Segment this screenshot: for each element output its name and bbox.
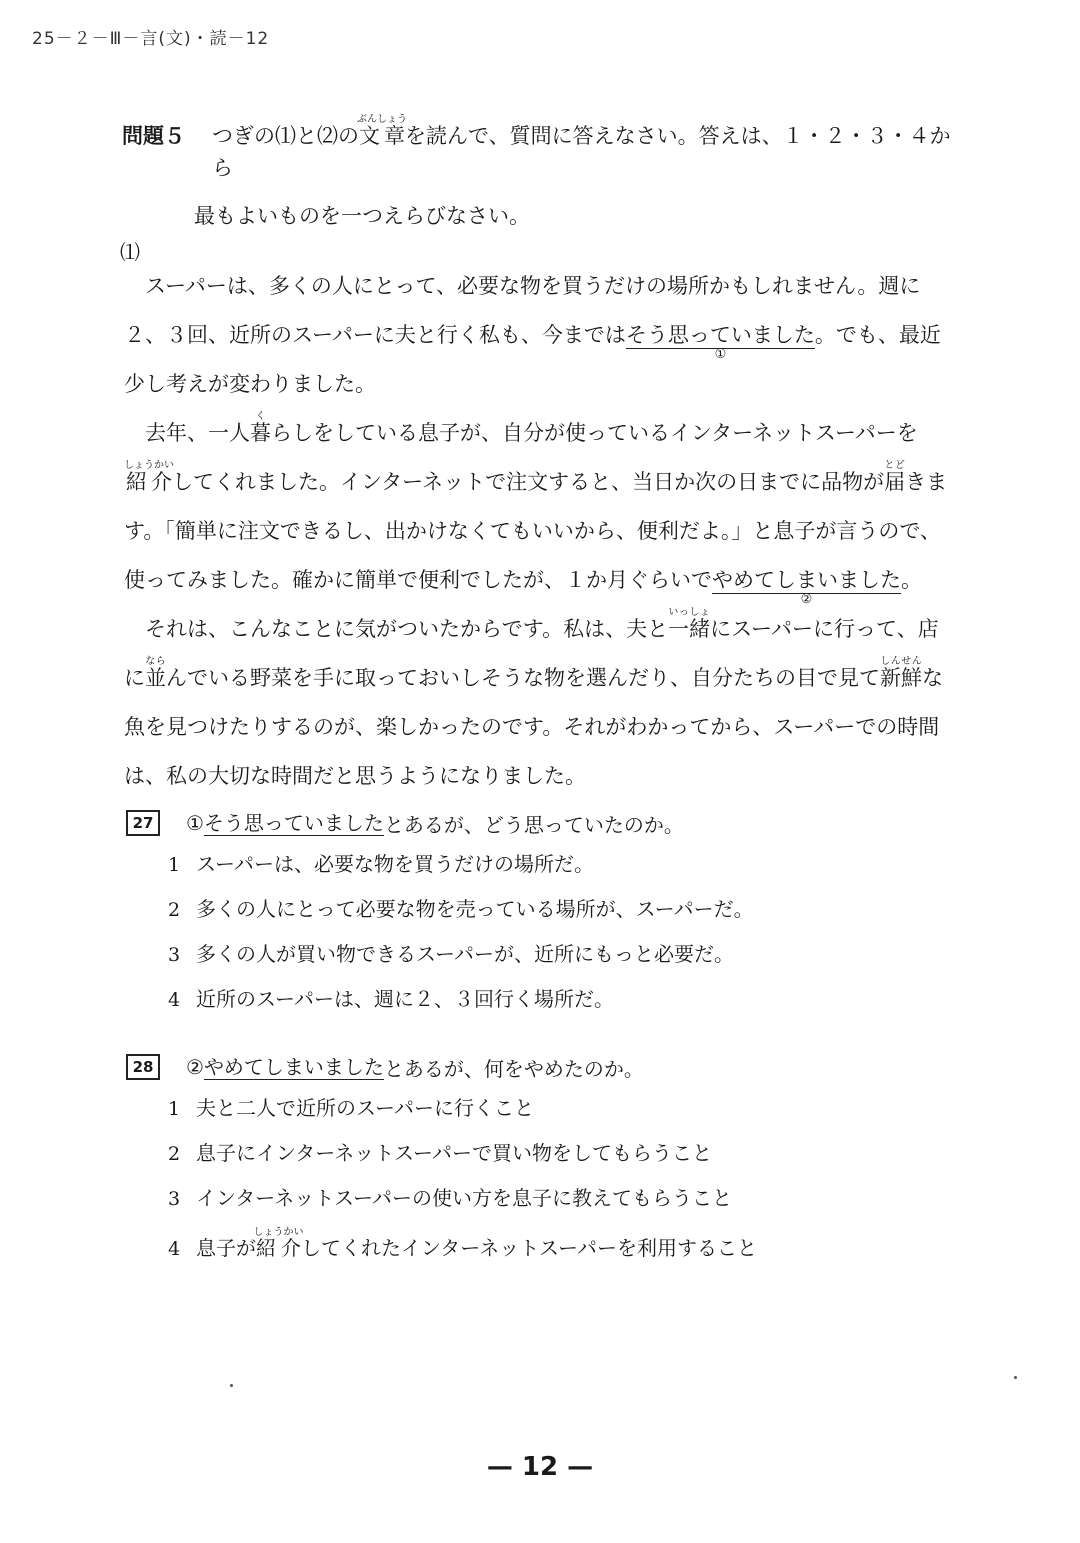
ruby-narabu: 並なら <box>145 656 166 690</box>
instruction-line-1 <box>122 114 952 184</box>
answer-option[interactable]: 1 夫と二人で近所のスーパーに行くこと <box>167 1096 534 1120</box>
instruction <box>122 114 952 230</box>
question-underline: やめてしまいました <box>203 1054 384 1079</box>
answer-options <box>126 848 946 1028</box>
paragraph-3: それは、こんなことに気がついたからです。私は、夫と一緒いっしょにスーパーに行って、店に並ならんでいる野菜を手に取っておいしそうな物を選んだり、自分たちの目で見て新鮮しんせんな魚を見つけたりするのが、楽しかったのです。それがわかってから、スーパーでの時間は、私の大切な時間だと思うようになりました。 <box>124 607 943 788</box>
paragraph-2: 去年、一人暮くらしをしている息子が、自分が使っているインターネットスーパーを紹介しょうかいしてくれました。インターネットで注文すると、当日か次の日までに品物が届とどきます。「簡単に注文できるし、出かけなくてもいいから、便利だよ。」と息子が言うので、使ってみました。確かに簡単で便利でしたが、１か月ぐらいでやめてしまいました ② 。 <box>124 411 948 607</box>
mark-2: ② <box>800 592 813 607</box>
question-number-box: 27 <box>126 810 160 836</box>
question-underline: そう思っていました <box>203 810 384 835</box>
answer-option[interactable]: 2 多くの人にとって必要な物を売っている場所が、スーパーだ。 <box>167 897 754 921</box>
instruction-text-1: つぎの⑴と⑵の文章ぶんしょうを読んで、質問に答えなさい。答えは、１・２・３・４から <box>212 114 951 180</box>
page-code: 25－２－Ⅲ－言(文)・読－12 <box>32 29 270 49</box>
answer-option[interactable]: 3 多くの人が買い物できるスーパーが、近所にもっと必要だ。 <box>167 942 734 966</box>
instruction-line-2: 最もよいものを一つえらびなさい。 <box>194 204 530 228</box>
question-stem: 27 ① そう思っていました とあるが、どう思っていたのか。 <box>126 808 946 838</box>
page-number: — 12 — <box>486 1452 594 1482</box>
ruby-shokai: 紹介しょうかい <box>253 1227 304 1260</box>
ruby-shinsen: 新鮮しんせん <box>880 656 922 690</box>
scan-speck <box>230 1384 233 1387</box>
ruby-bunsho: 文章ぶんしょう <box>357 114 407 148</box>
ruby-kurashi: 暮く <box>250 411 271 445</box>
problem-label: 問題５ <box>122 124 185 148</box>
ruby-todoku: 届とど <box>884 460 906 494</box>
answer-option[interactable]: 2 息子にインターネットスーパーで買い物をしてもらうこと <box>167 1141 712 1165</box>
mark-1: ① <box>714 347 727 362</box>
ruby-shokai: 紹介しょうかい <box>124 460 174 494</box>
ruby-issho: 一緒いっしょ <box>668 607 711 641</box>
paragraph-1: スーパーは、多くの人にとって、必要な物を買うだけの場所かもしれません。週に２、３回、近所のスーパーに夫と行く私も、今まではそう思っていました ① 。でも、最近少し考えが変わりました。 <box>124 274 941 396</box>
answer-option[interactable]: 4 近所のスーパーは、週に２、３回行く場所だ。 <box>167 987 614 1011</box>
answer-option[interactable]: 4 息子が紹介しょうかいしてくれたインターネットスーパーを利用すること <box>167 1227 757 1260</box>
section-number: ⑴ <box>120 240 140 264</box>
answer-option[interactable]: 3 インターネットスーパーの使い方を息子に教えてもらうこと <box>167 1186 732 1210</box>
question-27 <box>126 808 946 1028</box>
question-28 <box>126 1052 946 1272</box>
question-number-box: 28 <box>126 1054 160 1080</box>
reading-passage <box>124 262 958 801</box>
underline-2: やめてしまいました ② <box>712 568 901 607</box>
scan-speck <box>1014 1376 1017 1379</box>
question-stem: 28 ② やめてしまいました とあるが、何をやめたのか。 <box>126 1052 946 1082</box>
underline-1: そう思っていました ① <box>625 323 815 362</box>
answer-option[interactable]: 1 スーパーは、必要な物を買うだけの場所だ。 <box>167 852 594 876</box>
answer-options <box>126 1092 946 1272</box>
